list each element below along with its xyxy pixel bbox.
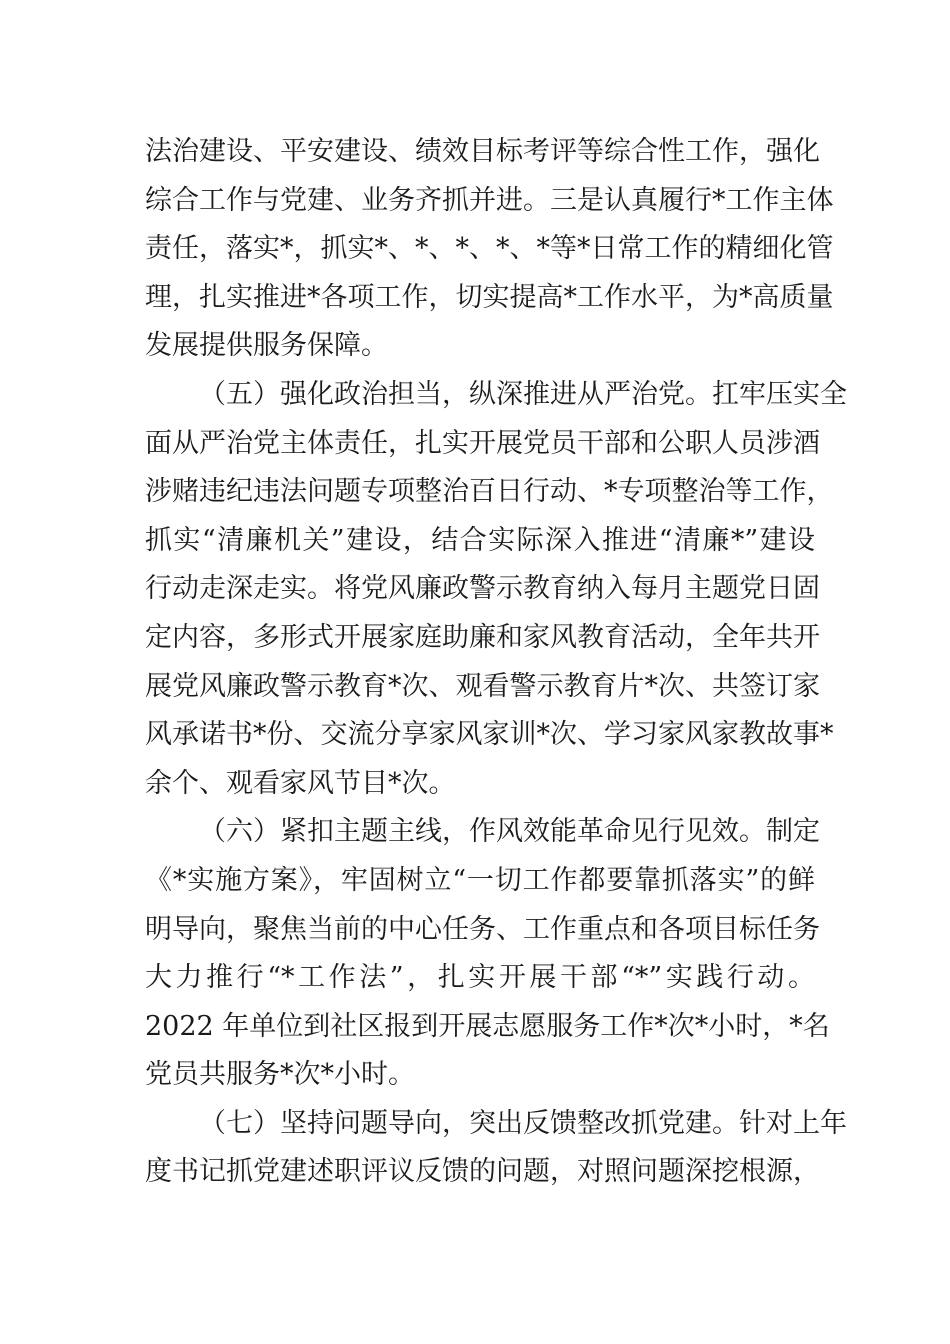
text-line: 展党风廉政警示教育*次、观看警示教育片*次、共签订家 [145, 670, 820, 702]
paragraph-section-5 [145, 371, 847, 808]
text-line: （五）强化政治担当，纵深推进从严治党。扛牢压实全 [199, 378, 847, 410]
text-line: 定内容，多形式开展家庭助廉和家风教育活动，全年共开 [145, 621, 820, 653]
body-text [145, 128, 847, 1197]
text-line: 行动走深走实。将党风廉政警示教育纳入每月主题党日固 [145, 573, 820, 605]
text-line: （六）紧扣主题主线，作风效能革命见行见效。制定 [199, 816, 820, 848]
text-line: 明导向，聚焦当前的中心任务、工作重点和各项目标任务 [145, 913, 820, 945]
text-line: 发展提供服务保障。 [145, 330, 388, 362]
paragraph-section-6 [145, 808, 830, 1100]
text-line: 理，扎实推进*各项工作，切实提高*工作水平，为*高质量 [145, 281, 834, 313]
text-line: 法治建设、平安建设、绩效目标考评等综合性工作，强化 [145, 136, 820, 167]
text-line: 面从严治党主体责任，扎实开展党员干部和公职人员涉酒 [145, 427, 820, 459]
text-line: 综合工作与党建、业务齐抓并进。三是认真履行*工作主体 [145, 184, 834, 216]
text-line: 大力推行“*工作法”，扎实开展干部“*”实践行动。 [145, 962, 815, 994]
text-line: 涉赌违纪违法问题专项整治百日行动、*专项整治等工作， [145, 476, 834, 508]
text-line: 责任，落实*，抓实*、*、*、*、*等*日常工作的精细化管 [145, 233, 834, 265]
text-line: （七）坚持问题导向，突出反馈整改抓党建。针对上年 [199, 1107, 847, 1139]
text-line: 度书记抓党建述职评议反馈的问题，对照问题深挖根源， [145, 1156, 820, 1188]
text-line: 风承诺书*份、交流分享家风家训*次、学习家风家教故事* [145, 719, 834, 751]
text-line: 抓实“清廉机关”建设，结合实际深入推进“清廉*”建设 [145, 524, 815, 556]
paragraph-continuation [145, 128, 834, 371]
paragraph-section-7 [145, 1100, 847, 1197]
text-line: 党员共服务*次*小时。 [145, 1059, 415, 1091]
text-line: 2022 年单位到社区报到开展志愿服务工作*次*小时，*名 [145, 1010, 830, 1042]
text-line: 《*实施方案》，牢固树立“一切工作都要靠抓落实”的鲜 [145, 864, 815, 896]
text-line: 余个、观看家风节目*次。 [145, 767, 456, 799]
